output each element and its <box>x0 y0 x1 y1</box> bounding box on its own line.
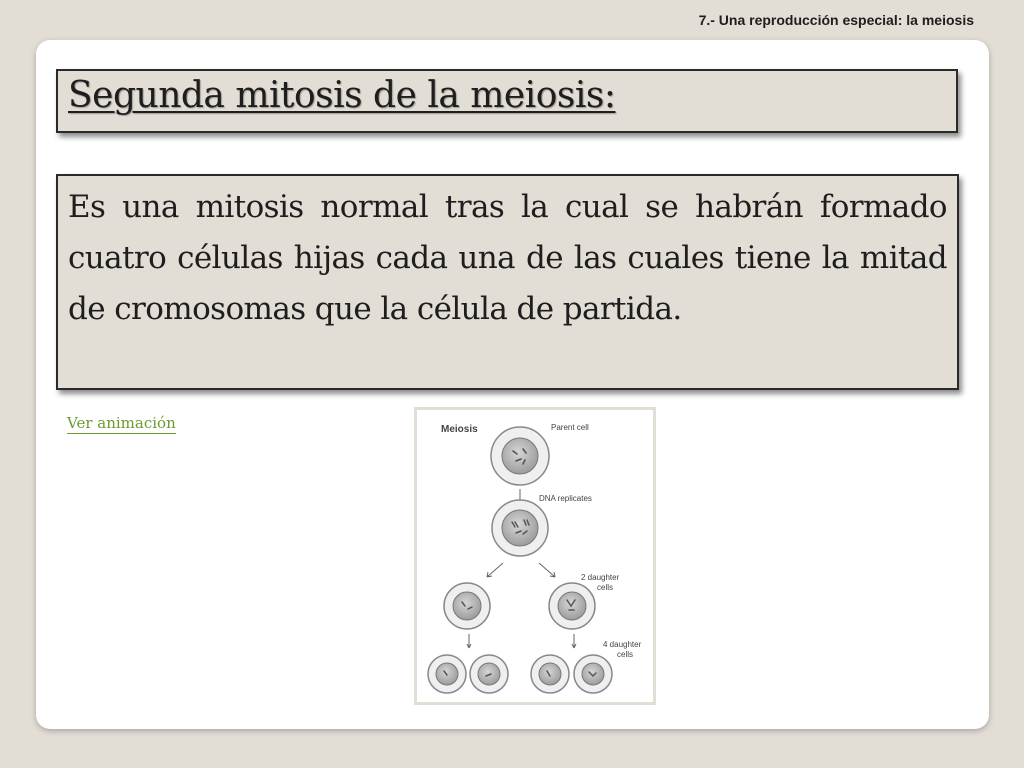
parent-cell <box>491 427 549 485</box>
granddaughter-cell-3 <box>531 655 569 693</box>
two-daughter-label: 2 daughter <box>581 573 620 582</box>
body-text: Es una mitosis normal tras la cual se habrán formado cuatro células hijas cada una de las cuales tiene la mitad de cromosomas que la célula de partida. <box>68 189 947 327</box>
arrow-right <box>539 563 555 577</box>
diagram-title: Meiosis <box>441 424 478 435</box>
meiosis-diagram-svg <box>417 410 653 702</box>
daughter-cell-2 <box>549 583 595 629</box>
animation-link[interactable]: Ver animación <box>67 414 176 432</box>
granddaughter-cell-2 <box>470 655 508 693</box>
replicated-cell <box>492 500 548 556</box>
title-box <box>56 69 958 133</box>
meiosis-diagram <box>414 407 656 705</box>
slide-title: Segunda mitosis de la meiosis: <box>68 75 616 116</box>
arrow-left <box>487 563 503 577</box>
granddaughter-cell-4 <box>574 655 612 693</box>
parent-cell-label: Parent cell <box>551 423 589 432</box>
two-daughter-label-cells: cells <box>597 583 614 592</box>
four-daughter-label: 4 daughter <box>603 640 642 649</box>
arrow-down-left <box>467 634 471 648</box>
body-box <box>56 174 959 390</box>
dna-replicates-label: DNA replicates <box>539 494 592 503</box>
slide-header: 7.- Una reproducción especial: la meiosis <box>698 12 974 28</box>
granddaughter-cell-1 <box>428 655 466 693</box>
daughter-cell-1 <box>444 583 490 629</box>
four-daughter-label-cells: cells <box>617 650 634 659</box>
arrow-down-right <box>572 634 576 648</box>
